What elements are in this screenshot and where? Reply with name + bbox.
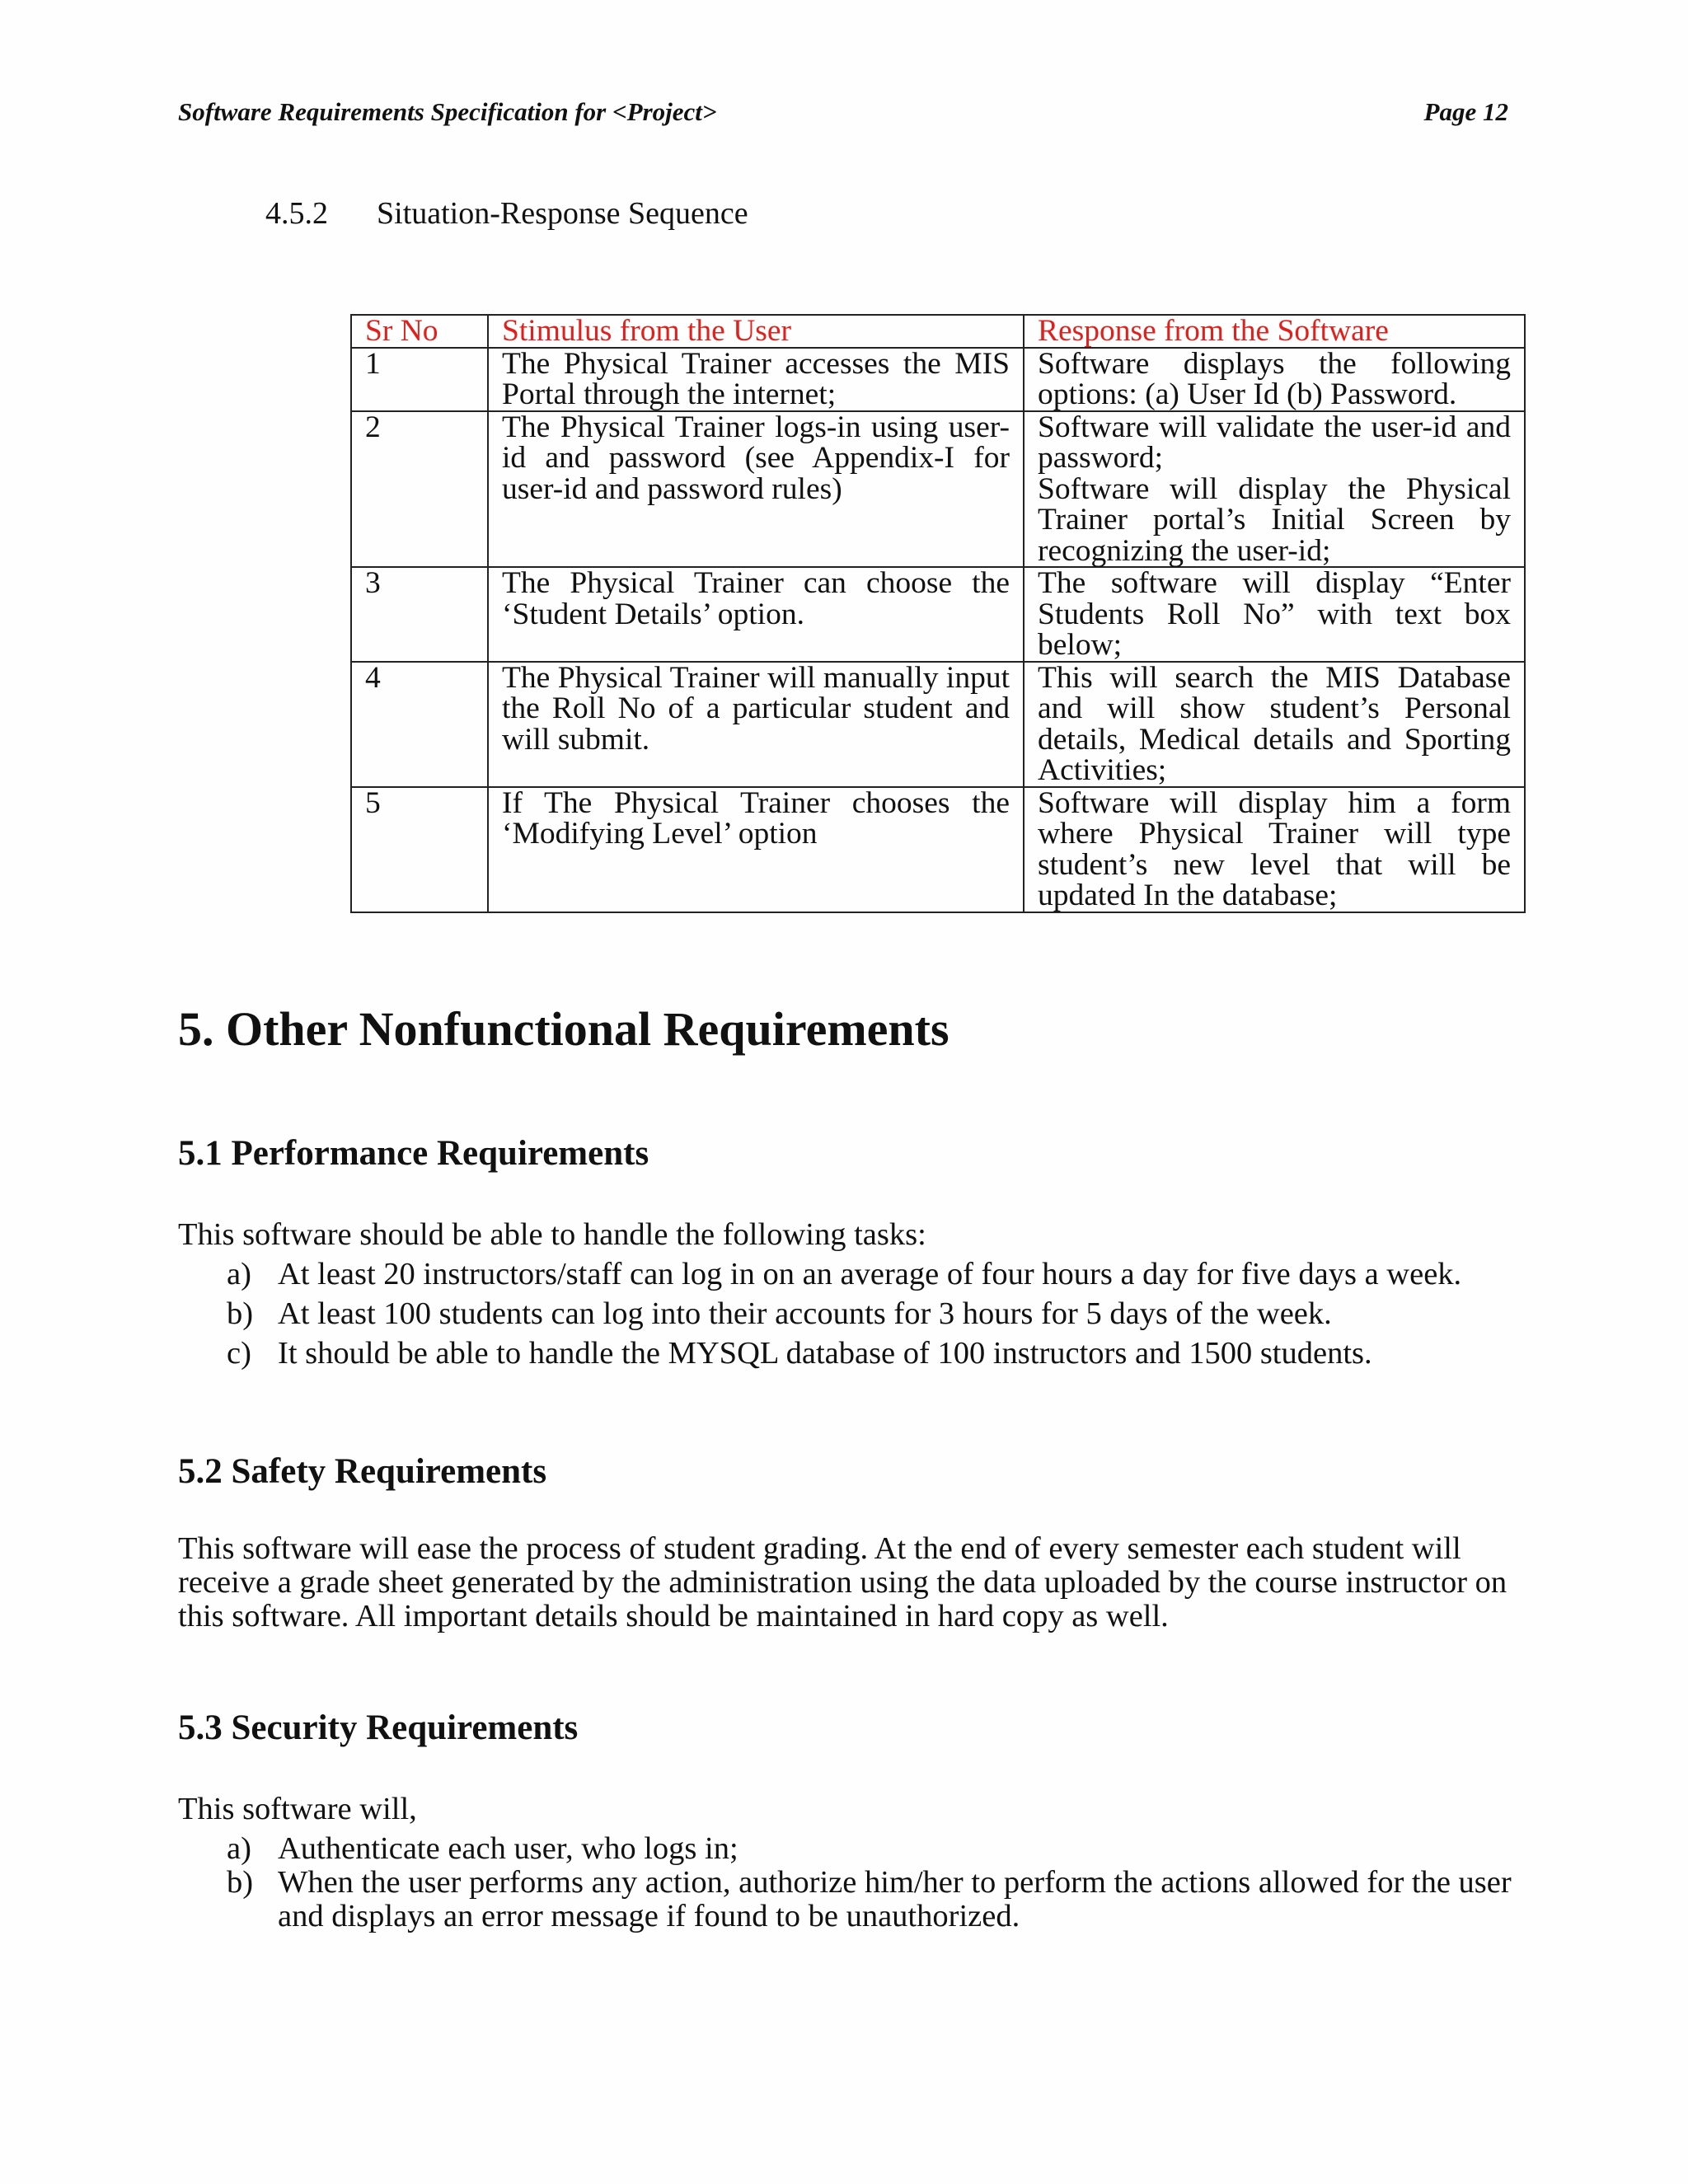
row-response: Software will validate the user-id and password;: [1038, 410, 1511, 475]
row-response-continued: Software will display the Physical Trainer portal’s Initial Screen by recognizing the user-id;: [1038, 471, 1511, 568]
table-row: [351, 411, 1525, 568]
list-item: [227, 1297, 1512, 1337]
row-sr: 4: [351, 662, 488, 787]
situation-response-table: [350, 314, 1526, 913]
list-item-text: It should be able to handle the MYSQL database of 100 instructors and 1500 students.: [278, 1336, 1372, 1371]
list-item-text: When the user performs any action, authorize him/her to perform the actions allowed for the user and displays an error message if found to be unauthorized.: [278, 1865, 1512, 1933]
list-item: [227, 1866, 1512, 1933]
row-sr: 5: [351, 787, 488, 912]
row-stimulus: The Physical Trainer accesses the MIS Portal through the internet;: [488, 348, 1024, 411]
row-stimulus: The Physical Trainer logs-in using user-id and password (see Appendix-I for user-id and password rules): [488, 411, 1024, 568]
row-sr: 3: [351, 567, 488, 662]
row-stimulus: The Physical Trainer will manually input the Roll No of a particular student and will submit.: [488, 662, 1024, 787]
performance-heading: 5.1 Performance Requirements: [178, 1134, 649, 1173]
row-response: The software will display “Enter Students Roll No” with text box below;: [1024, 567, 1525, 662]
subsection-title: Situation-Response Sequence: [377, 196, 748, 231]
list-item-text: At least 20 instructors/staff can log in on an average of four hours a day for five days a week.: [278, 1257, 1462, 1291]
list-marker: a): [227, 1831, 251, 1866]
list-marker: b): [227, 1865, 254, 1900]
row-stimulus: If The Physical Trainer chooses the ‘Modifying Level’ option: [488, 787, 1024, 912]
row-sr: 2: [351, 411, 488, 568]
table-row: [351, 787, 1525, 912]
header-sr-no: Sr No: [351, 315, 488, 348]
table-header-row: [351, 315, 1525, 348]
row-response: Software will display him a form where Physical Trainer will type student’s new level that will be updated In the database;: [1024, 787, 1525, 912]
section-heading: 5. Other Nonfunctional Requirements: [178, 1002, 950, 1056]
page-number: Page 12: [1423, 97, 1508, 126]
safety-body: This software will ease the process of student grading. At the end of every semester each student will receive a grade sheet generated by the administration using the data uploaded by the course instructor on this software. All important details should be maintained in hard copy as well.: [178, 1531, 1507, 1633]
header-stimulus: Stimulus from the User: [488, 315, 1024, 348]
row-response: This will search the MIS Database and will show student’s Personal details, Medical details and Sporting Activities;: [1024, 662, 1525, 787]
list-marker: c): [227, 1336, 251, 1371]
subsection-number: 4.5.2: [265, 196, 328, 231]
performance-intro: This software should be able to handle the following tasks:: [178, 1217, 926, 1252]
table-row: [351, 567, 1525, 662]
list-item: [227, 1258, 1512, 1297]
table-row: [351, 662, 1525, 787]
performance-list: [227, 1258, 1512, 1376]
header-response: Response from the Software: [1024, 315, 1525, 348]
security-intro: This software will,: [178, 1792, 417, 1826]
security-heading: 5.3 Security Requirements: [178, 1708, 579, 1747]
row-response-cell: [1024, 411, 1525, 568]
row-sr: 1: [351, 348, 488, 411]
row-response: Software displays the following options: (a) User Id (b) Password.: [1024, 348, 1525, 411]
list-item-text: Authenticate each user, who logs in;: [278, 1831, 738, 1866]
list-item-text: At least 100 students can log into their accounts for 3 hours for 5 days of the week.: [278, 1296, 1332, 1331]
list-item: [227, 1337, 1512, 1376]
safety-heading: 5.2 Safety Requirements: [178, 1452, 547, 1491]
list-marker: b): [227, 1296, 254, 1331]
list-marker: a): [227, 1257, 251, 1291]
subsection-heading: [265, 195, 748, 232]
document-title: Software Requirements Specification for <Project>: [178, 97, 717, 126]
table-row: [351, 348, 1525, 411]
row-stimulus: The Physical Trainer can choose the ‘Student Details’ option.: [488, 567, 1024, 662]
security-list: [227, 1832, 1512, 1933]
list-item: [227, 1832, 1512, 1866]
